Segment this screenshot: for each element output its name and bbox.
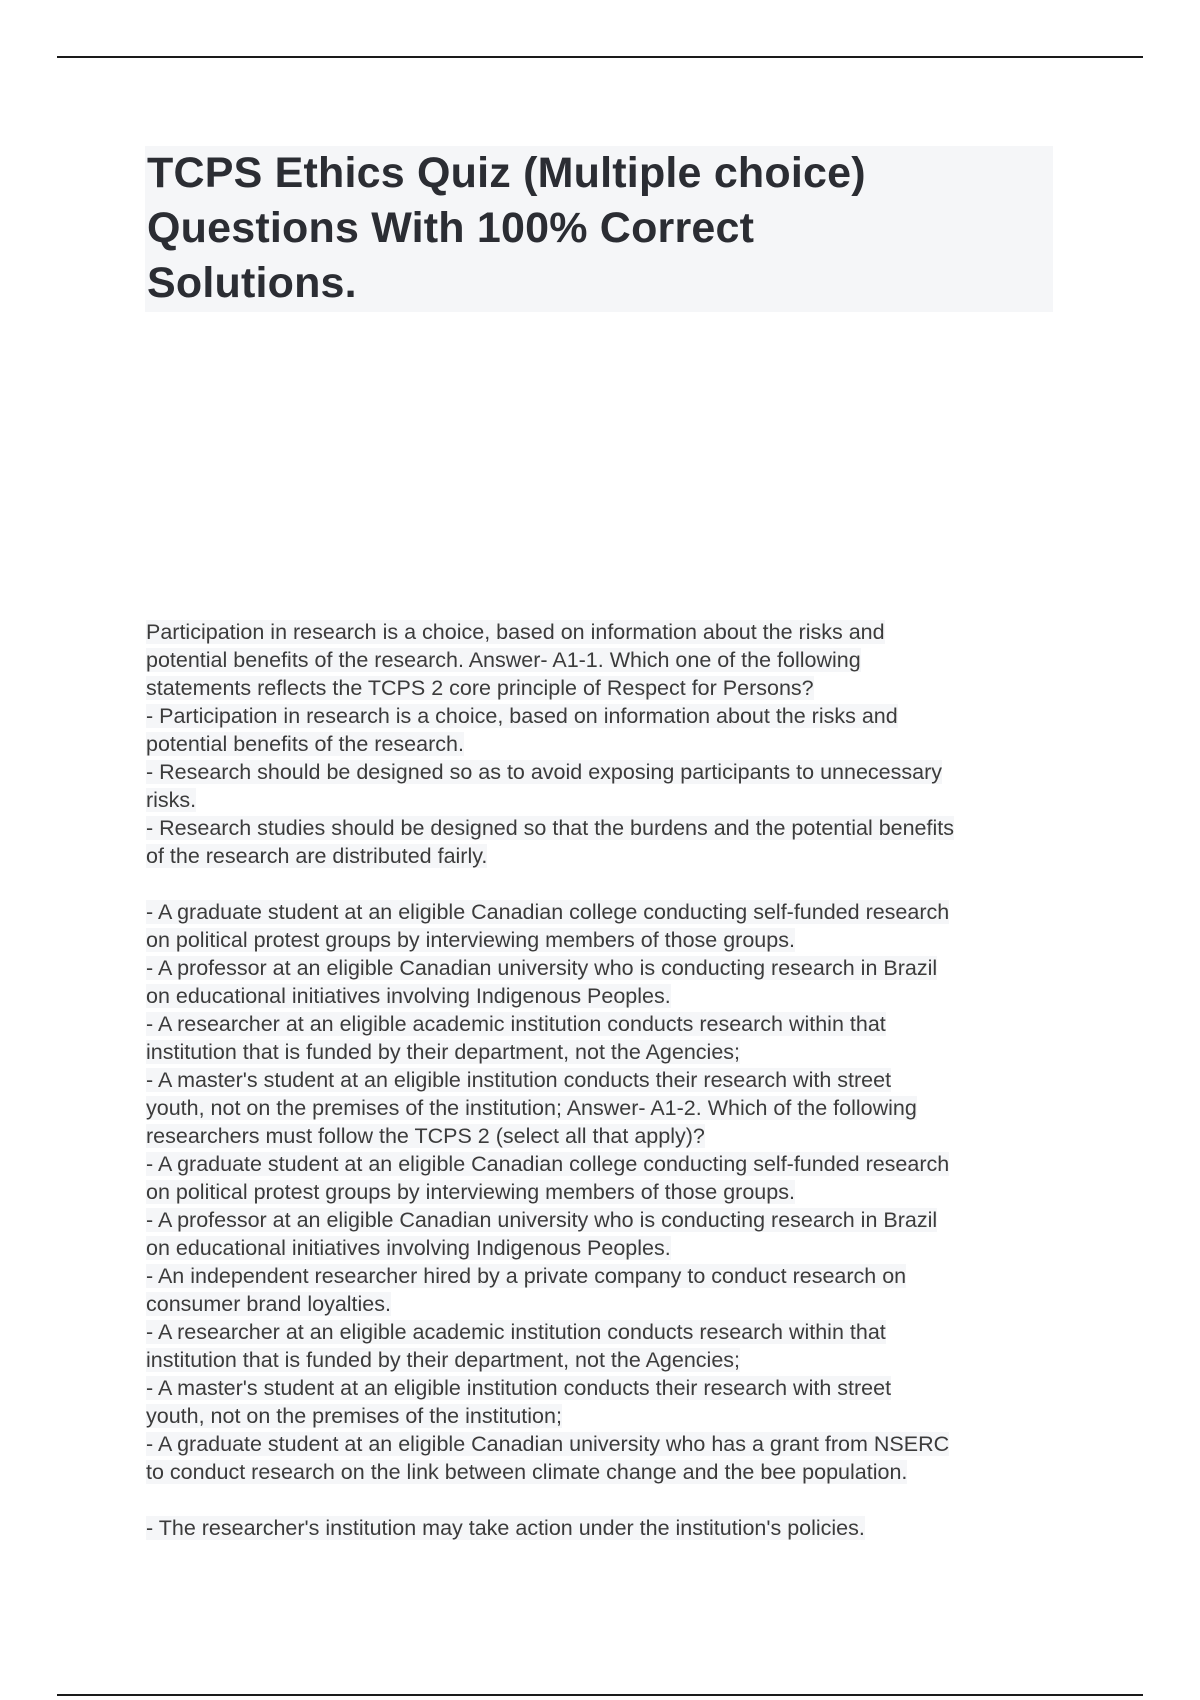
text-line-content: - A researcher at an eligible academic institution conducts research within that	[146, 1320, 886, 1344]
text-line	[146, 618, 1076, 646]
text-line-content: youth, not on the premises of the institution;	[146, 1404, 562, 1428]
text-line-content: to conduct research on the link between climate change and the bee population.	[146, 1460, 908, 1484]
text-line-content: - A professor at an eligible Canadian university who is conducting research in Brazil	[146, 1208, 938, 1232]
text-line	[146, 1262, 1076, 1290]
text-line	[146, 1150, 1076, 1178]
text-line-content: - Research should be designed so as to avoid exposing participants to unnecessary	[146, 760, 942, 784]
text-line-content: - A researcher at an eligible academic institution conducts research within that	[146, 1012, 886, 1036]
text-line	[146, 1290, 1076, 1318]
text-line	[146, 1122, 1076, 1150]
text-line	[146, 1318, 1076, 1346]
text-line	[146, 898, 1076, 926]
text-line	[146, 674, 1076, 702]
text-line-content: institution that is funded by their department, not the Agencies;	[146, 1348, 741, 1372]
text-line	[146, 1402, 1076, 1430]
text-line	[146, 702, 1076, 730]
text-line-content: - A graduate student at an eligible Canadian university who has a grant from NSERC	[146, 1432, 950, 1456]
paragraph-gap	[146, 870, 1076, 898]
text-line-content: - A graduate student at an eligible Canadian college conducting self-funded research	[146, 900, 950, 924]
text-line-content: statements reflects the TCPS 2 core principle of Respect for Persons?	[146, 676, 814, 700]
text-line-content: potential benefits of the research. Answer- A1-1. Which one of the following	[146, 648, 861, 672]
text-line	[146, 1514, 1076, 1542]
text-line-content: - Research studies should be designed so that the burdens and the potential benefits	[146, 816, 954, 840]
text-line-content: on political protest groups by interviewing members of those groups.	[146, 928, 795, 952]
text-line	[146, 842, 1076, 870]
text-line-content: consumer brand loyalties.	[146, 1292, 391, 1316]
text-line-content: - A master's student at an eligible institution conducts their research with street	[146, 1376, 892, 1400]
text-line	[146, 786, 1076, 814]
text-line	[146, 730, 1076, 758]
document-title: TCPS Ethics Quiz (Multiple choice) Questions With 100% Correct Solutions.	[147, 149, 866, 307]
text-line	[146, 1458, 1076, 1486]
text-line-content: Participation in research is a choice, based on information about the risks and	[146, 620, 885, 644]
text-line-content: - The researcher's institution may take action under the institution's policies.	[146, 1516, 865, 1540]
footer-rule	[57, 1694, 1143, 1696]
document-body	[146, 618, 1076, 1542]
text-line-content: on educational initiatives involving Indigenous Peoples.	[146, 1236, 671, 1260]
text-line	[146, 926, 1076, 954]
text-line-content: on educational initiatives involving Indigenous Peoples.	[146, 984, 671, 1008]
text-line-content: - An independent researcher hired by a private company to conduct research on	[146, 1264, 907, 1288]
text-line	[146, 1374, 1076, 1402]
text-line	[146, 982, 1076, 1010]
text-line	[146, 1066, 1076, 1094]
header-rule	[57, 56, 1143, 58]
text-line-content: researchers must follow the TCPS 2 (select all that apply)?	[146, 1124, 705, 1148]
text-line	[146, 646, 1076, 674]
text-line	[146, 1038, 1076, 1066]
text-line-content: - Participation in research is a choice, based on information about the risks and	[146, 704, 898, 728]
title-block	[145, 146, 1053, 312]
text-line	[146, 814, 1076, 842]
text-line-content: on political protest groups by interviewing members of those groups.	[146, 1180, 795, 1204]
text-line-content: youth, not on the premises of the institution; Answer- A1-2. Which of the following	[146, 1096, 917, 1120]
text-line	[146, 758, 1076, 786]
text-line-content: - A graduate student at an eligible Canadian college conducting self-funded research	[146, 1152, 950, 1176]
text-line	[146, 1094, 1076, 1122]
text-line	[146, 1010, 1076, 1038]
text-line-content: potential benefits of the research.	[146, 732, 464, 756]
text-line	[146, 1430, 1076, 1458]
text-line-content: risks.	[146, 788, 197, 812]
text-line	[146, 1346, 1076, 1374]
text-line-content: of the research are distributed fairly.	[146, 844, 488, 868]
text-line-content: - A master's student at an eligible institution conducts their research with street	[146, 1068, 892, 1092]
text-line-content: institution that is funded by their department, not the Agencies;	[146, 1040, 741, 1064]
text-line	[146, 1234, 1076, 1262]
text-line	[146, 1178, 1076, 1206]
text-line-content: - A professor at an eligible Canadian university who is conducting research in Brazil	[146, 956, 938, 980]
text-line	[146, 954, 1076, 982]
text-line	[146, 1206, 1076, 1234]
paragraph-gap	[146, 1486, 1076, 1514]
